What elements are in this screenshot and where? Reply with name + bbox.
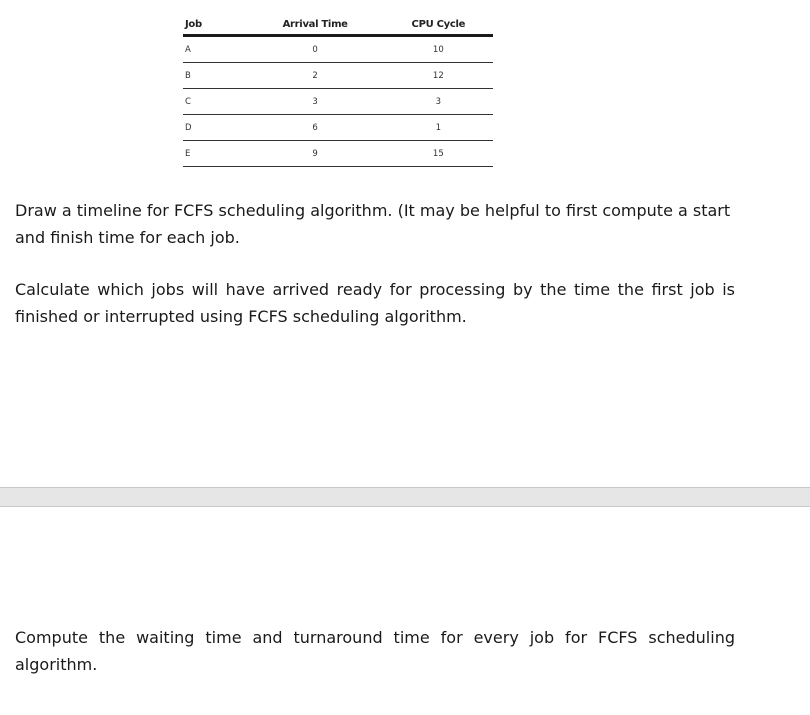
header-arrival-time: Arrival Time [247,14,384,36]
cpu-cell: 10 [384,36,493,63]
page-break [0,487,810,507]
job-cell: C [183,89,247,115]
job-cell: E [183,141,247,167]
arrival-cell: 3 [247,89,384,115]
cpu-cell: 3 [384,89,493,115]
job-table [183,14,493,167]
cpu-cell: 1 [384,115,493,141]
job-cell: A [183,36,247,63]
job-table-header-row [183,14,493,36]
table-row [183,89,493,115]
arrival-cell: 9 [247,141,384,167]
cpu-cell: 12 [384,63,493,89]
arrival-cell: 0 [247,36,384,63]
table-row [183,63,493,89]
table-row [183,141,493,167]
question-waiting-turnaround: Compute the waiting time and turnaround time for every job for FCFS scheduling algorithm. [15,628,735,674]
cpu-cell: 15 [384,141,493,167]
table-row [183,36,493,63]
arrival-cell: 2 [247,63,384,89]
job-cell: B [183,63,247,89]
question-arrived-jobs: Calculate which jobs will have arrived ready for processing by the time the first job is finished or interrupted using FCFS scheduling algorithm. [15,280,735,326]
job-cell: D [183,115,247,141]
header-cpu-cycle: CPU Cycle [384,14,493,36]
arrival-cell: 6 [247,115,384,141]
question-timeline: Draw a timeline for FCFS scheduling algorithm. (It may be helpful to first compute a start and finish time for each job. [15,201,731,247]
table-row [183,115,493,141]
header-job: Job [183,14,247,36]
